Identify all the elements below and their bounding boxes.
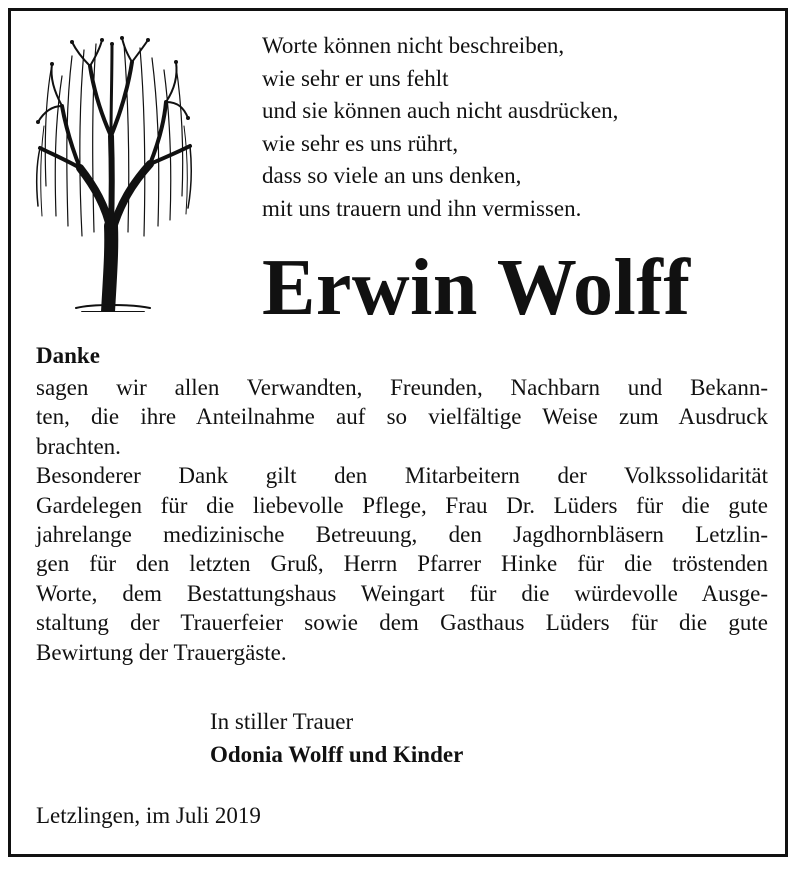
memorial-poem	[262, 30, 618, 225]
thanks-line: Besonderer Dank gilt den Mitarbeitern der Volkssolidarität	[36, 463, 768, 489]
poem-line: mit uns trauern und ihn vermissen.	[262, 195, 582, 221]
thanks-line: ten, die ihre Anteilnahme auf so vielfältige Weise zum Ausdruck	[36, 404, 768, 430]
thanks-line: Gardelegen für die liebevolle Pflege, Frau Dr. Lüders für die gute	[36, 492, 768, 518]
family-signature: Odonia Wolff und Kinder	[210, 742, 464, 767]
thanks-line: Bewirtung der Trauergäste.	[36, 639, 287, 665]
poem-line: wie sehr es uns rührt,	[262, 130, 459, 156]
poem-line: Worte können nicht beschreiben,	[262, 33, 565, 58]
poem-line: dass so viele an uns denken,	[262, 163, 522, 188]
thanks-line: Worte, dem Bestattungshaus Weingart für die würdevolle Ausge-	[36, 580, 768, 606]
thanks-line: sagen wir allen Verwandten, Freunden, Nachbarn und Bekann-	[36, 375, 768, 400]
poem-line: wie sehr er uns fehlt	[262, 65, 449, 91]
mourning-phrase: In stiller Trauer	[210, 709, 354, 734]
thanks-line: staltung der Trauerfeier sowie dem Gasthaus Lüders für die gute	[36, 610, 768, 636]
willow-tree-icon	[32, 36, 194, 312]
place-and-date: Letzlingen, im Juli 2019	[36, 803, 261, 828]
thanks-line: gen für den letzten Gruß, Herrn Pfarrer Hinke für die tröstenden	[36, 551, 768, 577]
thanks-line: brachten.	[36, 433, 121, 459]
thanks-heading: Danke	[36, 343, 100, 368]
poem-line: und sie können auch nicht ausdrücken,	[262, 98, 619, 123]
thanks-line: jahrelange medizinische Betreuung, den Jagdhornbläsern Letzlin-	[36, 522, 768, 548]
deceased-name: Erwin Wolff	[262, 244, 691, 332]
thanks-text	[36, 373, 768, 667]
